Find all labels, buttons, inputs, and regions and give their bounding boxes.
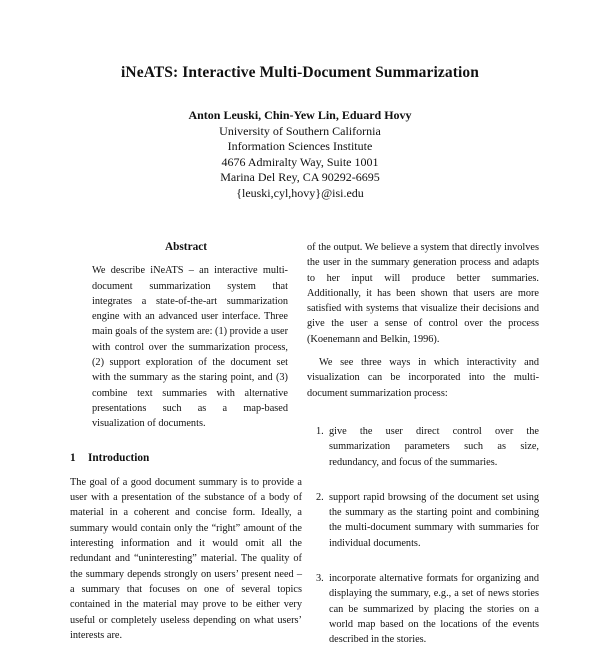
list-item-text: give the user direct control over the summarization parameters such as size, redundancy, and focus of the summaries. bbox=[329, 425, 539, 468]
section-heading-introduction bbox=[70, 451, 302, 466]
left-column bbox=[70, 240, 302, 643]
list-item-number: 3. bbox=[316, 573, 324, 585]
list-item-text: support rapid browsing of the document set using the summary as the starting point and combining the multi-document summary with summaries for individual documents. bbox=[329, 491, 539, 549]
affiliation-line: 4676 Admiralty Way, Suite 1001 bbox=[221, 154, 379, 169]
list-item-number: 1. bbox=[316, 425, 324, 437]
author-email: {leuski,cyl,hovy}@isi.edu bbox=[236, 185, 364, 200]
list-item bbox=[307, 424, 539, 470]
list-item-text: incorporate alternative formats for organizing and displaying the summary, e.g., a set of news stories can be summarized by placing the stories on a world map based on the locations of the events described in the stories. bbox=[329, 573, 539, 646]
section-title: Introduction bbox=[88, 451, 150, 464]
list-item bbox=[307, 490, 539, 551]
ways-intro-paragraph: We see three ways in which interactivity and visualization can be incorporated into the multi-document summarization process: bbox=[307, 357, 539, 399]
ways-list bbox=[307, 424, 539, 648]
affiliation-line: Information Sciences Institute bbox=[227, 139, 373, 153]
introduction-paragraph: The goal of a good document summary is to provide a user with a presentation of the substance of a body of material in a coherent and concise form. Ideally, a summary would contain only the “right” amount of the interesting information and it would omit all the redundant and “uninteresting” material. The quality of the summary depends strongly on users’ present need – a summary that focuses on one of several topics contained in the material may prove to be either very useful or completely useless depending on what users’ interests are. bbox=[70, 476, 302, 641]
author-names: Anton Leuski, Chin-Yew Lin, Eduard Hovy bbox=[188, 108, 412, 122]
section-number: 1 bbox=[70, 451, 76, 464]
continuation-paragraph: of the output. We believe a system that directly involves the user in the summary generation process and adapts to her input will produce better summaries. Additionally, it has been shown that users are more satisfied with systems that visualize their decisions and give the user a sense of control over the process (Koenemann and Belkin, 1996). bbox=[307, 242, 539, 345]
author-block bbox=[0, 108, 600, 201]
abstract-heading: Abstract bbox=[164, 241, 208, 253]
affiliation-line: Marina Del Rey, CA 90292-6695 bbox=[220, 170, 380, 184]
list-item bbox=[307, 571, 539, 647]
paper-title: iNeATS: Interactive Multi-Document Summarization bbox=[121, 64, 479, 81]
list-item-number: 2. bbox=[316, 491, 324, 503]
abstract-text: We describe iNeATS – an interactive multi-document summarization system that integrates a state-of-the-art summarization engine with an advanced user interface. Three main goals of the system are: (1) provide a user with control over the summarization process, (2) support exploration of the document set with the summary as the staring point, and (3) combine text summaries with alternative presentations such as a map-based visualization of documents. bbox=[92, 265, 288, 430]
affiliation-line: University of Southern California bbox=[219, 123, 381, 138]
right-column bbox=[307, 240, 539, 668]
